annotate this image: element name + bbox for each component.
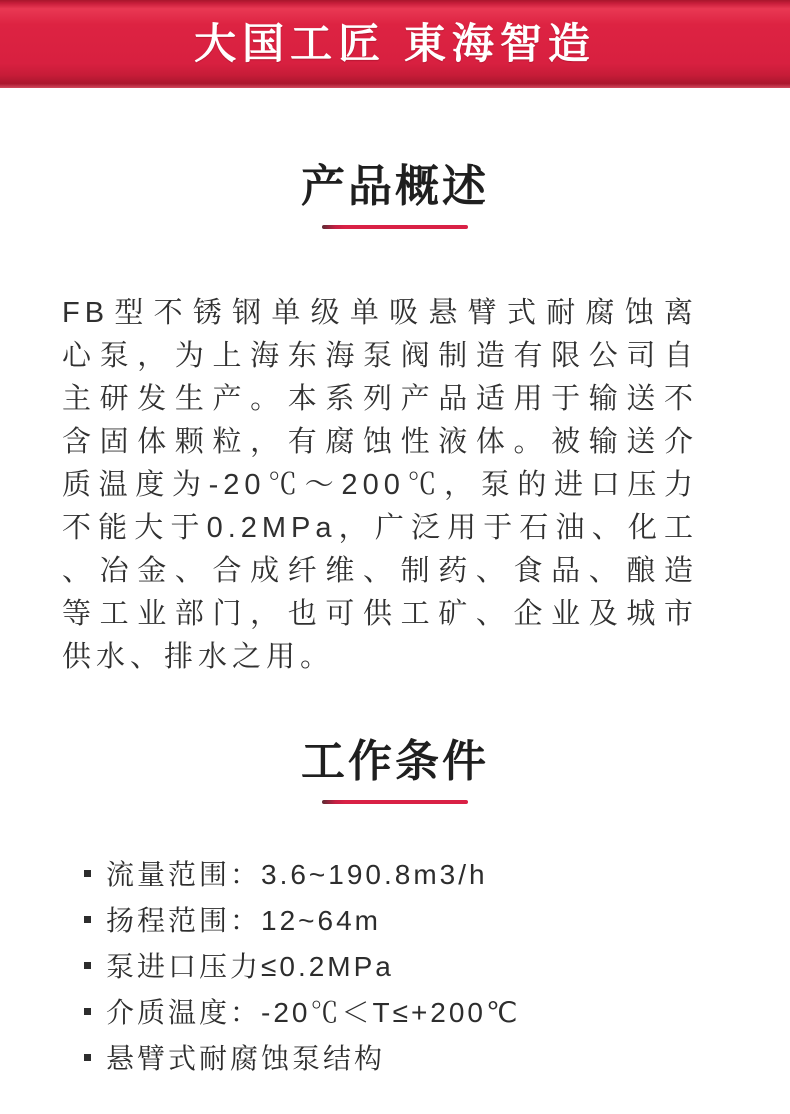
condition-list-item	[84, 896, 790, 942]
condition-item-text: 扬程范围：12~64m	[106, 905, 381, 936]
square-bullet-icon	[84, 1008, 91, 1015]
condition-item-text: 泵进口压力≤0.2MPa	[106, 951, 394, 982]
overview-paragraph	[62, 292, 698, 679]
overview-paragraph-line: 、冶金、合成纤维、制药、食品、酿造	[62, 555, 698, 587]
condition-list-item	[84, 1034, 790, 1080]
condition-item-text: 悬臂式耐腐蚀泵结构	[106, 1043, 386, 1074]
conditions-list	[0, 850, 790, 1080]
conditions-section-title: 工作条件	[301, 737, 489, 786]
section-working-conditions	[0, 737, 790, 1080]
banner-title: 大国工匠 東海智造	[194, 20, 596, 67]
overview-paragraph-line: FB型不锈钢单级单吸悬臂式耐腐蚀离	[62, 297, 698, 329]
overview-section-title: 产品概述	[301, 162, 489, 211]
condition-item-text: 流量范围：3.6~190.8m3/h	[106, 859, 488, 890]
overview-paragraph-line: 心泵，为上海东海泵阀制造有限公司自	[62, 340, 698, 372]
condition-list-item	[84, 988, 790, 1034]
brand-banner	[0, 0, 790, 88]
section-product-overview	[0, 162, 790, 679]
overview-paragraph-line: 主研发生产。本系列产品适用于输送不	[62, 383, 698, 415]
square-bullet-icon	[84, 1054, 91, 1061]
overview-paragraph-line: 供水、排水之用。	[62, 641, 335, 673]
square-bullet-icon	[84, 916, 91, 923]
square-bullet-icon	[84, 870, 91, 877]
conditions-title-underline	[322, 800, 468, 804]
overview-paragraph-line: 不能大于0.2MPa，广泛用于石油、化工	[62, 512, 698, 544]
condition-list-item	[84, 850, 790, 896]
overview-paragraph-line: 等工业部门，也可供工矿、企业及城市	[62, 598, 698, 630]
square-bullet-icon	[84, 962, 91, 969]
condition-item-text: 介质温度：-20℃＜T≤+200℃	[106, 997, 521, 1028]
condition-list-item	[84, 942, 790, 988]
overview-title-underline	[322, 225, 468, 229]
overview-paragraph-line: 含固体颗粒，有腐蚀性液体。被输送介	[62, 426, 698, 458]
overview-paragraph-line: 质温度为-20℃～200℃，泵的进口压力	[62, 469, 698, 501]
